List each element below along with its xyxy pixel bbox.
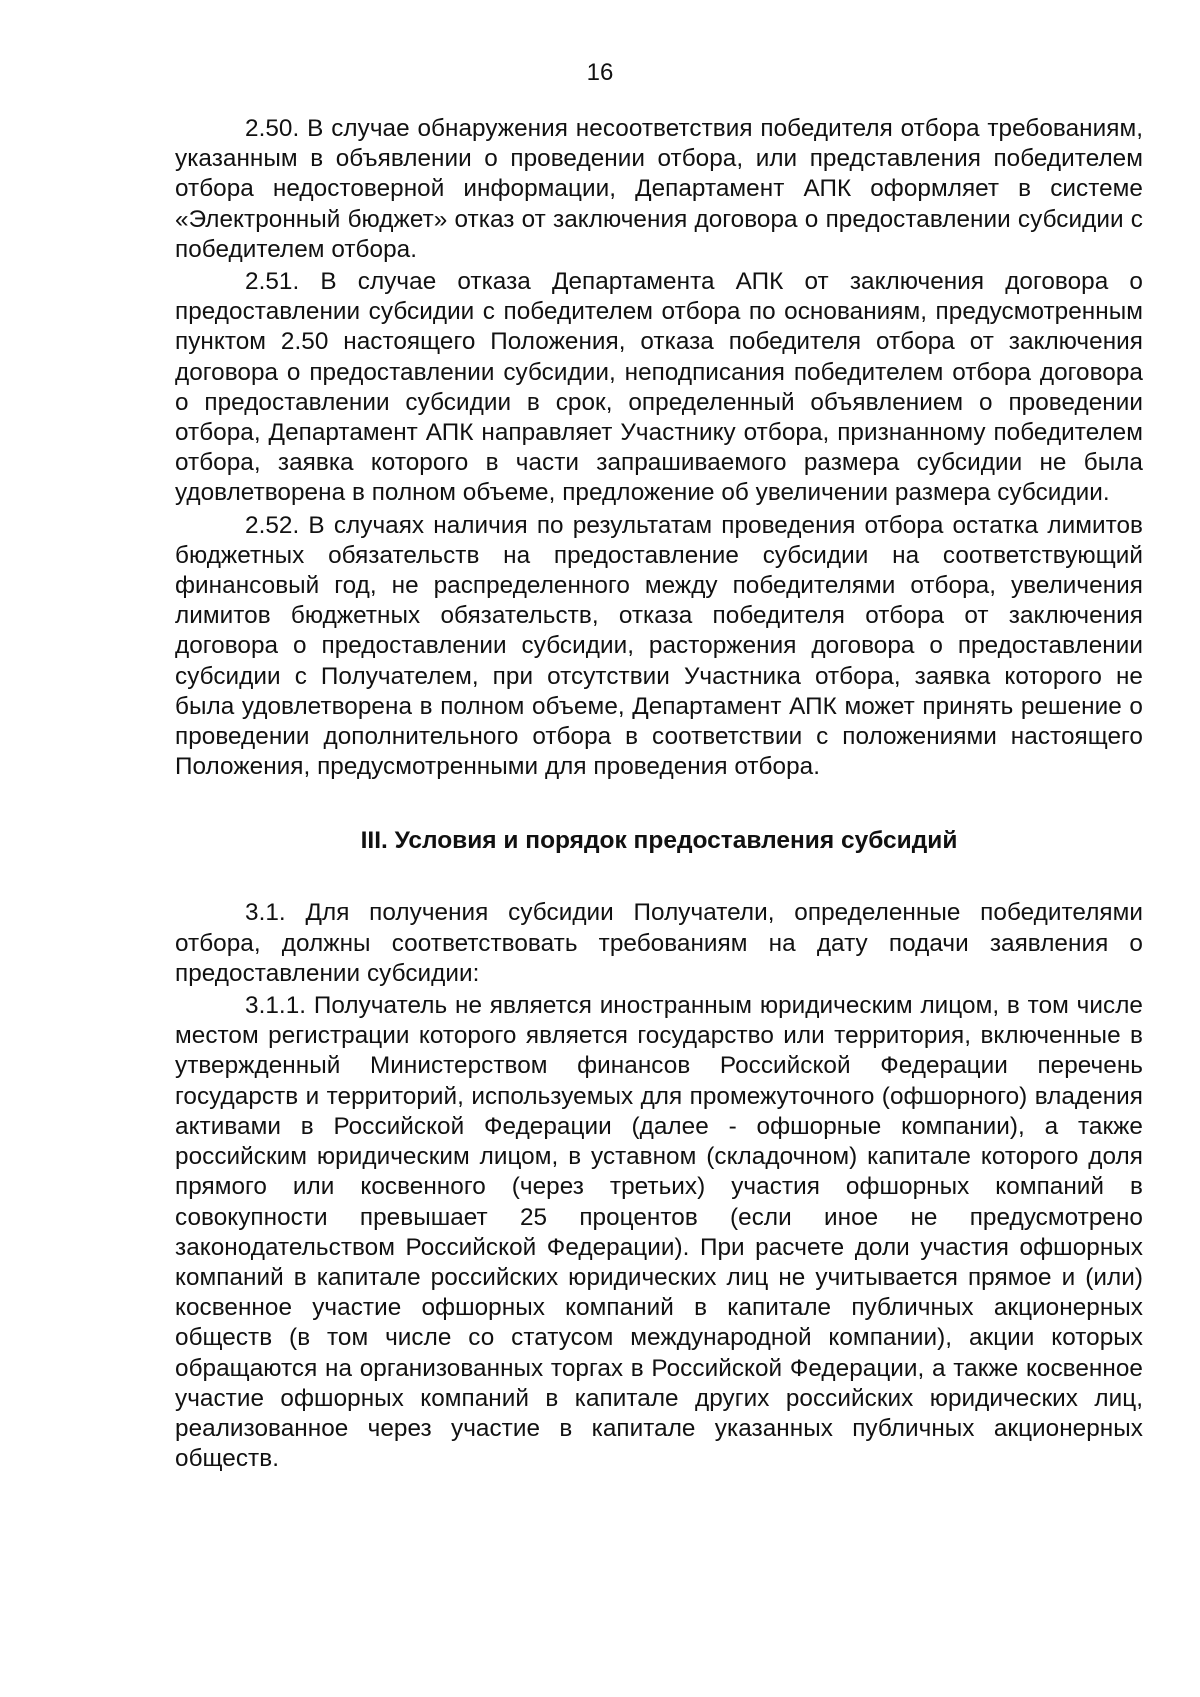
paragraph-2-51: 2.51. В случае отказа Департамента АПК от заключения договора о предоставлении субсидии с победителем отбора по основаниям, предусмотренным пунктом 2.50 настоящего Положения, отказа победителя отбора от заключения договора о предоставлении субсидии, неподписания победителем отбора договора о предоставлении субсидии в срок, определенный объявлением о проведении отбора, Департамент АПК направляет Участнику отбора, признанному победителем отбора, заявка которого в части запрашиваемого размера субсидии не была удовлетворена в полном объеме, предложение об увеличении размера субсидии. [175, 268, 1143, 507]
section-heading: III. Условия и порядок предоставления субсидий [360, 827, 958, 855]
paragraph-3-1-1: 3.1.1. Получатель не является иностранным юридическим лицом, в том числе местом регистрации которого является государство или территория, включенные в утвержденный Министерством финансов Российской Федерации перечень государств и территорий, используемых для промежуточного (офшорного) владения активами в Российской Федерации (далее - офшорные компании), а также российским юридическим лицом, в уставном (складочном) капитале которого доля прямого или косвенного (через третьих) участия офшорных компаний в совокупности превышает 25 процентов (если иное не предусмотрено законодательством Российской Федерации). При расчете доли участия офшорных компаний в капитале российских юридических лиц не учитывается прямое и (или) косвенное участие офшорных компаний в капитале публичных акционерных обществ (в том числе со статусом международной компании), акции которых обращаются на организованных торгах в Российской Федерации, а также косвенное участие офшорных компаний в капитале других российских юридических лиц, реализованное через участие в капитале указанных публичных акционерных обществ. [175, 992, 1143, 1473]
document-body [175, 114, 1143, 1474]
paragraph-2-52: 2.52. В случаях наличия по результатам проведения отбора остатка лимитов бюджетных обязательств на предоставление субсидии на соответствующий финансовый год, не распределенного между победителями отбора, увеличения лимитов бюджетных обязательств, отказа победителя отбора от заключения договора о предоставлении субсидии, расторжения договора о предоставлении субсидии с Получателем, при отсутствии Участника отбора, заявка которого не была удовлетворена в полном объеме, Департамент АПК может принять решение о проведении дополнительного отбора в соответствии с положениями настоящего Положения, предусмотренными для проведения отбора. [175, 511, 1143, 781]
paragraph-3-1: 3.1. Для получения субсидии Получатели, определенные победителями отбора, должны соответствовать требованиям на дату подачи заявления о предоставлении субсидии: [175, 899, 1143, 987]
paragraph-2-50: 2.50. В случае обнаружения несоответствия победителя отбора требованиям, указанным в объявлении о проведении отбора, или представления победителем отбора недостоверной информации, Департамент АПК оформляет в системе «Электронный бюджет» отказ от заключения договора о предоставлении субсидии с победителем отбора. [175, 115, 1143, 263]
page-number: 16 [586, 59, 614, 86]
